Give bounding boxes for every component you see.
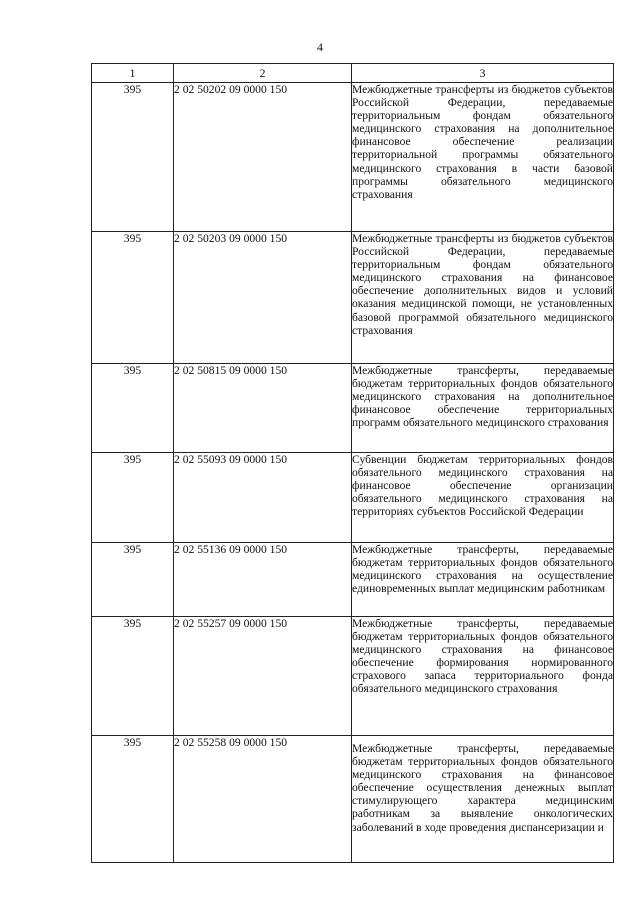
page-number: 4 (317, 40, 323, 54)
description-cell: Межбюджетные трансферты из бюджетов субъектов Российской Федерации, передаваемые территориальным фондам обязательного медицинского страхования на финансовое обеспечение дополнительных видов и условий оказания медицинской помощи, не установленных базовой программой обязательного медицинского страхования (352, 232, 614, 364)
table-row (92, 83, 614, 232)
income-code-cell: 2 02 50203 09 0000 150 (174, 232, 352, 364)
description-cell: Межбюджетные трансферты из бюджетов субъектов Российской Федерации, передаваемые территориальным фондам обязательного медицинского страхования на дополнительное финансовое обеспечение реализации территориальной программы обязательного медицинского страхования в части базовой программы обязательного медицинского страхования (352, 83, 614, 232)
income-code-cell: 2 02 50202 09 0000 150 (174, 83, 352, 232)
description-cell: Межбюджетные трансферты, передаваемые бюджетам территориальных фондов обязательного медицинского страхования на осуществление единовременных выплат медицинским работникам (352, 543, 614, 617)
column-header-income-code: 2 (174, 64, 352, 83)
description-cell: Субвенции бюджетам территориальных фондов обязательного медицинского страхования на финансовое обеспечение организации обязательного медицинского страхования на территориях субъектов Российской Федерации (352, 453, 614, 543)
admin-code-cell: 395 (92, 736, 174, 863)
income-code-cell: 2 02 55136 09 0000 150 (174, 543, 352, 617)
table-row (92, 453, 614, 543)
description-cell: Межбюджетные трансферты, передаваемые бюджетам территориальных фондов обязательного медицинского страхования на финансовое обеспечение формирования нормированного страхового запаса территориального фонда обязательного медицинского страхования (352, 617, 614, 736)
admin-code-cell: 395 (92, 364, 174, 453)
table-row (92, 232, 614, 364)
admin-code-cell: 395 (92, 453, 174, 543)
admin-code-cell: 395 (92, 83, 174, 232)
table-row (92, 617, 614, 736)
description-cell: Межбюджетные трансферты, передаваемые бюджетам территориальных фондов обязательного медицинского страхования на финансовое обеспечение осуществления денежных выплат стимулирующего характера медицинским работникам за выявление онкологических заболеваний в ходе проведения диспансеризации и (352, 736, 614, 863)
table-row (92, 736, 614, 863)
admin-code-cell: 395 (92, 232, 174, 364)
income-code-cell: 2 02 55093 09 0000 150 (174, 453, 352, 543)
admin-code-cell: 395 (92, 617, 174, 736)
table-row (92, 364, 614, 453)
income-code-cell: 2 02 50815 09 0000 150 (174, 364, 352, 453)
table-row (92, 543, 614, 617)
column-header-admin-code: 1 (92, 64, 174, 83)
budget-classification-table (91, 63, 614, 863)
income-code-cell: 2 02 55257 09 0000 150 (174, 617, 352, 736)
admin-code-cell: 395 (92, 543, 174, 617)
income-code-cell: 2 02 55258 09 0000 150 (174, 736, 352, 863)
column-header-description: 3 (352, 64, 614, 83)
table-header-row (92, 64, 614, 83)
description-cell: Межбюджетные трансферты, передаваемые бюджетам территориальных фондов обязательного медицинского страхования на дополнительное финансовое обеспечение территориальных программ обязательного медицинского страхования (352, 364, 614, 453)
